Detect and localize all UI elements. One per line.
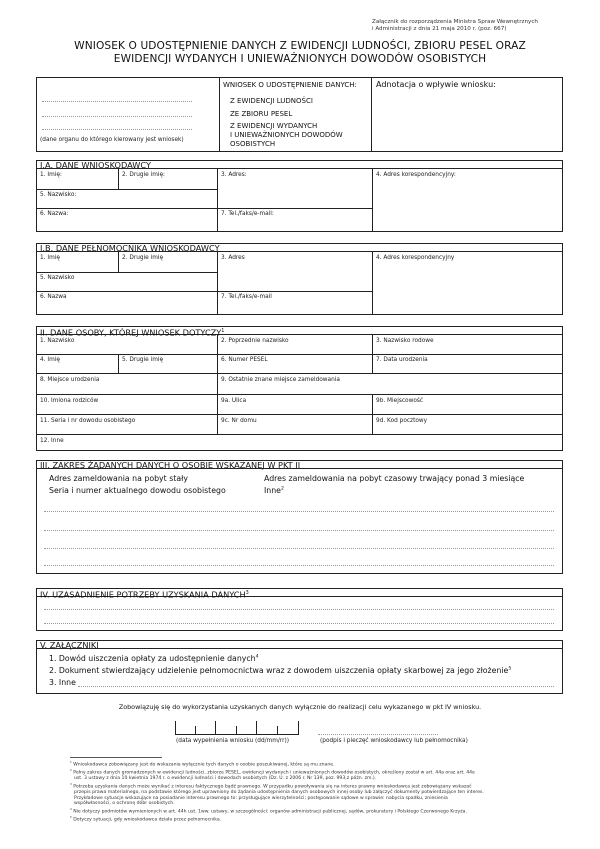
s3-id-card-number[interactable]: Seria i numer aktualnego dowodu osobistego — [49, 486, 226, 495]
footnotes — [70, 760, 540, 823]
s2-v-1 — [118, 354, 119, 373]
obligation-statement: Zobowiązuję się do wykorzystania uzyskanych danych wyłącznie do realizacji celu wykazanego w pkt IV wniosku. — [118, 703, 482, 711]
s2-birth-date-label: 7. Data urodzenia — [376, 357, 428, 363]
header-divider-1 — [219, 77, 220, 152]
organ-line-3 — [42, 129, 192, 130]
request-item-pesel[interactable]: ZE ZBIORU PESEL — [230, 110, 293, 118]
footnote-1: $^1$ Wnioskodawca zobowiązany jest do wskazania wyłącznie tych danych o osobie poszukiwanej, które są mu znane. — [70, 760, 335, 768]
s1a-name-label: 6. Nazwa: — [40, 211, 69, 217]
s3-other-footnote-ref: 2 — [280, 486, 284, 492]
s2-id-card-label: 11. Seria i nr dowodu osobistego — [40, 418, 136, 424]
section-5-heading: V. ZAŁĄCZNIKI — [36, 640, 563, 649]
s5-attachment-fee[interactable] — [49, 654, 259, 663]
s1b-contact-label: 7. Tel./faks/e-mail — [221, 294, 272, 300]
signature-caption: (podpis i pieczęć wnioskodawcy lub pełnomocnika) — [320, 738, 468, 744]
s1b-name-label: 6. Nazwa — [40, 294, 67, 300]
footnote-1-text: Wnioskodawca zobowiązany jest do wskazania wyłącznie tych danych o osobie poszukiwanej, które są mu znane. — [73, 762, 335, 768]
s3-line-1 — [44, 511, 554, 512]
s1a-address-label: 3. Adres: — [221, 172, 247, 178]
s3-other-text: Inne — [264, 486, 281, 495]
s1b-v-2 — [217, 252, 218, 315]
date-tick-2 — [215, 721, 216, 734]
section-3-heading: III. ZAKRES ŻĄDANYCH DANYCH O OSOBIE WSKAZANEJ W PKT II — [36, 460, 563, 469]
signature-line[interactable] — [318, 734, 438, 735]
s1b-h-1 — [36, 272, 218, 273]
footnote-5: $^5$ Dotyczy sytuacji, gdy wnioskodawca działa przez pełnomocnika. — [70, 814, 222, 823]
s1a-corr-address-label: 4. Adres korespondencyjny: — [376, 172, 456, 178]
date-tick-0 — [175, 721, 176, 734]
date-tick-5 — [277, 726, 278, 734]
s3-line-4 — [44, 565, 554, 566]
organ-line-1 — [42, 101, 192, 102]
s1a-v-1 — [118, 169, 119, 189]
footnote-3b-text: przepis prawa materialnego, na podstawie którego jest uprawniony do żądania udostępnienia danych osobowych innej osoby lub załączyć dokumenty potwierdzające ten interes. — [74, 789, 484, 795]
request-item-id-cards-2: I UNIEWAŻNIONYCH DOWODÓW — [230, 131, 343, 139]
form-title-line-2: EWIDENCJI WYDANYCH I UNIEWAŻNIONYCH DOWODÓW OSOBISTYCH — [113, 52, 487, 65]
s1b-v-3 — [372, 252, 373, 315]
footnote-3a-text: Potrzeba uzyskania danych może wynikać z interesu faktycznego bądź prawnego. W przypadku powoływania się na interes prawny wnioskodawca jest zobowiązany wskazać — [73, 784, 472, 790]
section-1b-box — [36, 252, 563, 315]
s4-line-1 — [44, 609, 554, 610]
date-tick-3 — [236, 726, 237, 734]
s1a-second-name-label: 2. Drugie imię: — [122, 172, 165, 178]
annex-note — [372, 19, 538, 33]
s1a-v-3 — [372, 169, 373, 232]
date-tick-4 — [256, 721, 257, 734]
s1a-surname-label: 5. Nazwisko: — [40, 192, 77, 198]
s4-line-2 — [44, 623, 554, 624]
s5-attachment-other[interactable]: 3. Inne — [49, 678, 76, 687]
s3-permanent-address[interactable]: Adres zameldowania na pobyt stały — [49, 474, 188, 483]
s2-house-no-label: 9c. Nr domu — [221, 418, 257, 424]
footnote-5-text: Dotyczy sytuacji, gdy wnioskodawca działa przez pełnomocnika. — [73, 817, 222, 823]
annex-line-2: i Administracji z dnia 21 maja 2010 r. (poz. 667) — [372, 26, 507, 32]
organ-caption: (dane organu do którego kierowany jest wniosek) — [40, 137, 184, 143]
s1b-address-label: 3. Adres — [221, 255, 245, 261]
date-tick-6 — [298, 721, 299, 734]
s2-parents-label: 10. Imiona rodziców — [40, 398, 99, 404]
form-title-line-1: WNIOSEK O UDOSTĘPNIENIE DANYCH Z EWIDENCJI LUDNOŚCI, ZBIORU PESEL ORAZ — [74, 40, 526, 52]
s5-attachment-fee-text: 1. Dowód uiszczenia opłaty za udostępnienie danych — [49, 654, 256, 663]
section-1a-heading: I.A. DANE WNIOSKODAWCY — [36, 160, 563, 169]
organ-line-2 — [42, 116, 192, 117]
s5-attachment-poa-ref: 5 — [508, 666, 512, 672]
request-title: WNIOSEK O UDOSTĘPNIENIE DANYCH: — [223, 81, 357, 89]
s2-birth-place-label: 8. Miejsce urodzenia — [40, 377, 100, 383]
s1a-v-2 — [217, 169, 218, 232]
footnote-2: $^2$ Pełny zakres danych gromadzonych w ewidencji ludności, zbiorze PESEL, ewidencji wydanych i unieważnionych dowodów osobistych, określony został w art. 44a oraz art. 44e — [70, 768, 475, 776]
s1b-second-name-label: 2. Drugie imię — [122, 255, 164, 261]
s2-h-4 — [36, 414, 563, 415]
footnote-2a-text: Pełny zakres danych gromadzonych w ewidencji ludności, zbiorze PESEL, ewidencji wydanych i unieważnionych dowodów osobistych, określony został w art. 44a oraz art. 44e — [73, 770, 475, 776]
footnote-separator — [70, 757, 162, 758]
section-1a-box — [36, 169, 563, 232]
s2-city-label: 9b. Miejscowość — [376, 398, 424, 404]
date-tick-1 — [195, 726, 196, 734]
s1b-h-2 — [36, 291, 373, 292]
s5-other-line — [78, 686, 554, 687]
section-3-box — [36, 469, 563, 574]
section-4-heading-text: IV. UZASADNIENIE POTRZEBY UZYSKANIA DANYCH — [40, 589, 246, 600]
s5-attachment-fee-ref: 4 — [255, 654, 259, 660]
section-4-heading — [36, 588, 563, 600]
request-item-population[interactable]: Z EWIDENCJI LUDNOŚCI — [230, 97, 313, 105]
request-item-id-cards-1[interactable]: Z EWIDENCJI WYDANYCH — [230, 122, 318, 130]
date-caption: (data wypełnienia wniosku (dd/mm/rr)) — [176, 738, 290, 744]
s1a-contact-label: 7. Tel./faks/e-mail: — [221, 211, 274, 217]
s2-pesel-label: 6. Numer PESEL — [221, 357, 268, 363]
footnote-3d-text: współwłasności, o ochronę dóbr osobistych. — [74, 801, 175, 807]
s2-family-surname-label: 3. Nazwisko rodowe — [376, 338, 434, 344]
s2-postal-code-label: 9d. Kod pocztowy — [376, 418, 428, 424]
s2-surname-label: 1. Nazwisko — [40, 338, 75, 344]
section-2-footnote-ref: 1 — [221, 328, 225, 334]
footnote-4: $^4$ Nie dotyczy podmiotów wymienionych w art. 44h ust. 1ww. ustawy, w szczególności: organów administracji publicznej, sądów, prokuratury i Polskiego Czerwonego Krzyża. — [70, 806, 467, 815]
s1b-v-1 — [118, 252, 119, 272]
s2-v-2 — [217, 335, 218, 434]
annex-line-1: Załącznik do rozporządzenia Ministra Spraw Wewnętrznych — [372, 19, 538, 25]
s2-first-name-label: 4. Imię — [40, 357, 60, 363]
annotation-label: Adnotacja o wpływie wniosku: — [376, 80, 496, 89]
s3-temporary-address[interactable]: Adres zameldowania na pobyt czasowy trwający ponad 3 miesiące — [264, 474, 525, 483]
s3-line-3 — [44, 548, 554, 549]
footnote-4-text: Nie dotyczy podmiotów wymienionych w art. 44h ust. 1ww. ustawy, w szczególności: organów administracji publicznej, sądów, prokuratury i Polskiego Czerwonego Krzyża. — [73, 809, 467, 815]
footnote-3: $^3$ Potrzeba uzyskania danych może wynikać z interesu faktycznego bądź prawnego. W przypadku powoływania się na interes prawny wnioskodawca jest zobowiązany wskazać — [70, 781, 472, 790]
s1a-h-1 — [36, 189, 218, 190]
s3-other[interactable] — [264, 486, 284, 495]
s1b-corr-address-label: 4. Adres korespondencyjny — [376, 255, 455, 261]
s1a-h-2 — [36, 208, 373, 209]
form-title — [0, 40, 600, 65]
s2-prev-surname-label: 2. Poprzednie nazwisko — [221, 338, 289, 344]
section-4-box — [36, 597, 563, 631]
section-2-heading — [36, 326, 563, 338]
s2-h-2 — [36, 373, 563, 374]
s2-second-name-label: 5. Drugie imię — [122, 357, 164, 363]
s2-last-residence-label: 9. Ostatnie znane miejsce zameldowania — [221, 377, 340, 383]
s2-h-3 — [36, 394, 563, 395]
request-item-id-cards-3: OSOBISTYCH — [230, 140, 276, 148]
s1b-surname-label: 5. Nazwisko — [40, 275, 75, 281]
s5-attachment-power-of-attorney[interactable] — [49, 666, 511, 675]
s2-street-label: 9a. Ulica — [221, 398, 247, 404]
s1b-first-name-label: 1. Imię — [40, 255, 60, 261]
s3-line-2 — [44, 530, 554, 531]
footnote-2b-text: ust. 3 ustawy z dnia 10 kwietnia 1974 r. o ewidencji ludności i dowodach osobistych (Dz. U. z 2006 r. Nr 139, poz. 993,z późn. zm.). — [74, 776, 377, 782]
date-baseline — [175, 734, 299, 735]
section-2-heading-text: II. DANE OSOBY, KTÓREJ WNIOSEK DOTYCZY — [40, 327, 222, 338]
section-4-footnote-ref: 3 — [245, 590, 249, 596]
section-1b-heading: I.B. DANE PEŁNOMOCNIKA WNIOSKODAWCY — [36, 243, 563, 252]
s2-other-label: 12. Inne — [40, 438, 64, 444]
s2-h-1 — [36, 354, 563, 355]
footnote-3c-text: Przykładowe sytuacje wskazujące na posiadanie interesu prawnego to: przysługujące wierzytelności; postępowanie sądowe w sprawie: nabycia spadku, zniesienia — [74, 795, 448, 801]
s2-h-5 — [36, 434, 563, 435]
header-divider-2 — [371, 77, 372, 152]
s1a-first-name-label: 1. Imię: — [40, 172, 62, 178]
s5-attachment-poa-text: 2. Dokument stwierdzający udzielenie pełnomocnictwa wraz z dowodem uiszczenia opłaty skarbowej za jego złożenie — [49, 666, 509, 675]
